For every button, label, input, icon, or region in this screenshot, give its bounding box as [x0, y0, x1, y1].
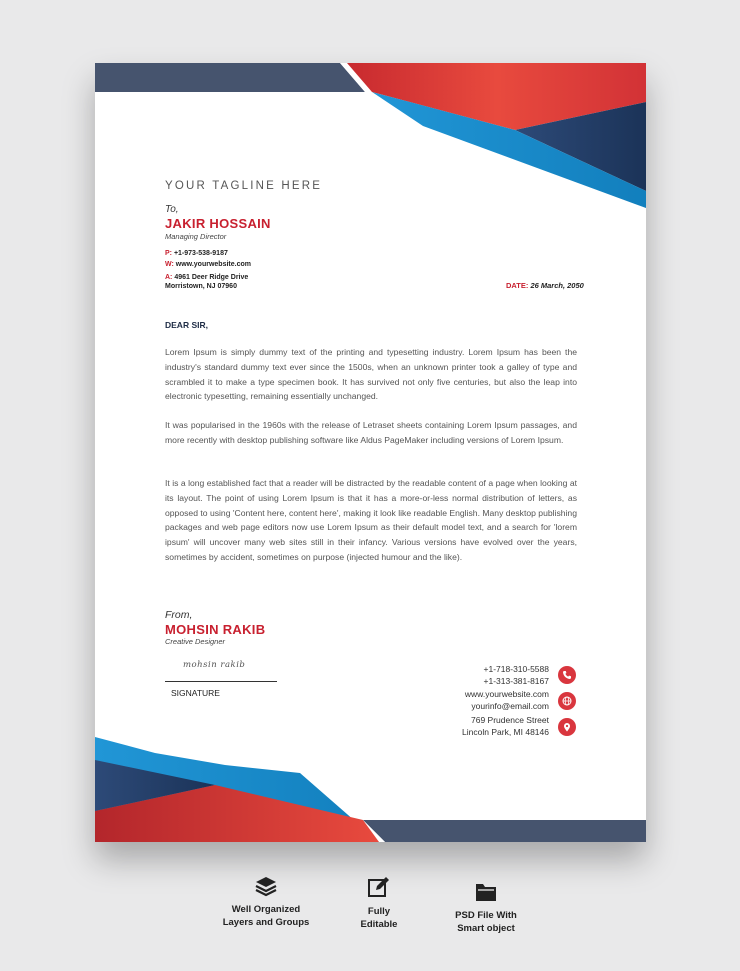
footer-web — [465, 688, 549, 712]
date — [506, 281, 584, 290]
recipient-name: JAKIR HOSSAIN — [165, 216, 271, 231]
location-pin-icon — [558, 718, 576, 736]
footer-address — [462, 714, 549, 738]
footer-phones — [484, 663, 549, 687]
feature-psd-line1: PSD File With — [455, 910, 517, 921]
tagline: YOUR TAGLINE HERE — [165, 180, 323, 192]
phone-value: +1-973-538-9187 — [173, 250, 228, 257]
sender-label: From, — [165, 609, 193, 621]
footer-address-1: 769 Prudence Street — [471, 715, 549, 725]
layers-icon — [254, 875, 278, 897]
signature-label: SIGNATURE — [171, 688, 220, 698]
feature-psd — [436, 875, 536, 935]
salutation: DEAR SIR, — [165, 320, 208, 330]
phone-icon — [558, 666, 576, 684]
recipient-web — [165, 260, 251, 269]
feature-layers-line1: Well Organized — [231, 904, 301, 915]
recipient-label: To, — [165, 204, 179, 215]
feature-layers-line2: Layers and Groups — [222, 917, 310, 928]
date-label: DATE: — [506, 281, 529, 290]
footer-email: yourinfo@email.com — [471, 701, 549, 711]
recipient-address — [165, 273, 248, 291]
globe-icon — [558, 692, 576, 710]
footer-phone-1: +1-718-310-5588 — [483, 664, 549, 674]
signature-line — [165, 681, 277, 682]
feature-editable-line1: Fully — [367, 906, 391, 917]
bottom-navy-band — [363, 820, 646, 842]
address-line1: 4961 Deer Ridge Drive — [174, 274, 249, 281]
web-value: www.yourwebsite.com — [175, 261, 251, 268]
letterhead-page — [95, 63, 646, 842]
sender-name: MOHSIN RAKIB — [165, 622, 266, 637]
feature-psd-line2: Smart object — [457, 923, 515, 934]
feature-list — [0, 875, 740, 965]
recipient-title: Managing Director — [165, 232, 227, 241]
sender-title: Creative Designer — [165, 637, 226, 646]
address-line2: Morristown, NJ 07960 — [165, 283, 237, 290]
footer-address-2: Lincoln Park, MI 48146 — [462, 727, 549, 737]
feature-editable — [339, 875, 419, 931]
top-navy-band — [95, 63, 365, 92]
folder-icon — [474, 881, 498, 903]
feature-layers — [206, 875, 326, 929]
body-paragraph-3: It is a long established fact that a reader will be distracted by the readable content of a page when looking at its layout. The point of using Lorem Ipsum is that it has a more-or-less normal distribution of letters, as opposed to using 'Content here, content here', making it look like readable English. Many desktop publishing packages and web page editors now use Lorem Ipsum as their default model text, and a search for 'lorem ipsum' will uncover many web sites still in their infancy. Various versions have evolved over the years, sometimes by accident, sometimes on purpose (injected humour and the like). — [165, 478, 577, 562]
footer-website: www.yourwebsite.com — [464, 689, 549, 699]
footer-phone-2: +1-313-381-8167 — [483, 676, 549, 686]
phone-key: P: — [165, 250, 172, 257]
date-value: 26 March, 2050 — [530, 281, 584, 290]
signature-script: mohsin rakib — [183, 660, 246, 670]
feature-editable-line2: Editable — [360, 919, 398, 930]
web-key: W: — [165, 261, 174, 268]
recipient-phone — [165, 249, 228, 258]
edit-icon — [367, 875, 391, 899]
body-paragraph-1: Lorem Ipsum is simply dummy text of the printing and typesetting industry. Lorem Ipsum has been the industry's standard dummy text ever since the 1500s, when an unknown printer took a galley of type and scrambled it to make a type specimen book. It has survived not only five centuries, but also the leap into electronic typesetting, remaining essentially unchanged. — [165, 347, 577, 402]
body-paragraph-2: It was popularised in the 1960s with the release of Letraset sheets containing Lorem Ipsum passages, and more recently with desktop publishing software like Aldus PageMaker including versions of Lorem Ipsum. — [165, 420, 577, 445]
address-key: A: — [165, 274, 173, 281]
